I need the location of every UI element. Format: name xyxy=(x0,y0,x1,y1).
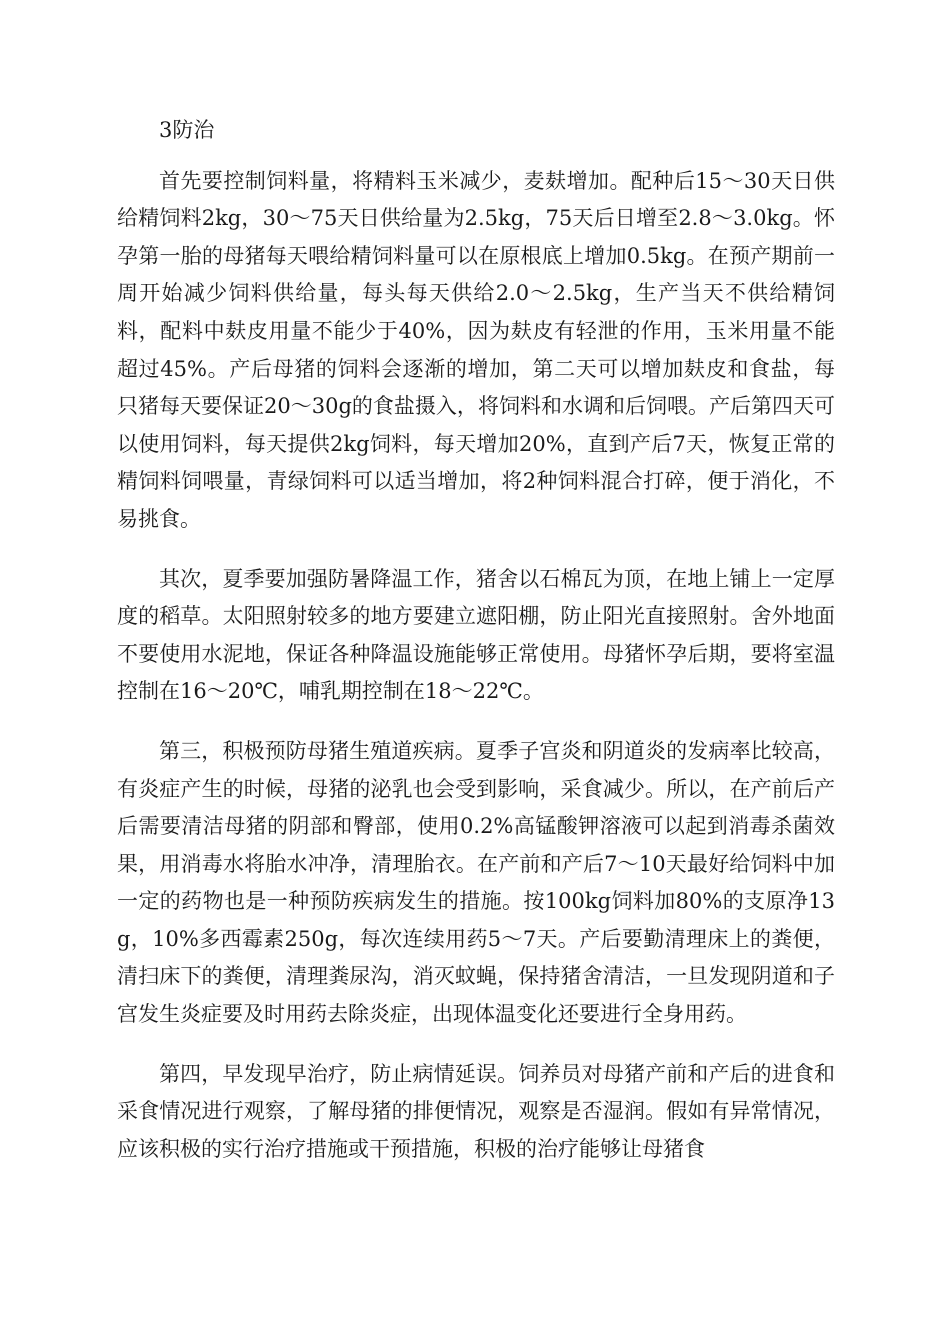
document-body xyxy=(117,112,835,1190)
paragraph-reproductive-disease: 第三，积极预防母猪生殖道疾病。夏季子宫炎和阴道炎的发病率比较高，有炎症产生的时候，母猪的泌乳也会受到影响，采食减少。所以，在产前后产后需要清洁母猪的阴部和臀部，使用0.2%高锰酸钾溶液可以起到消毒杀菌效果，用消毒水将胎水冲净，清理胎衣。在产前和产后7～10天最好给饲料中加一定的药物也是一种预防疾病发生的措施。按100kg饲料加80%的支原净13g，10%多西霉素250g，每次连续用药5～7天。产后要勤清理床上的粪便，清扫床下的粪便，清理粪尿沟，消灭蚊蝇，保持猪舍清洁，一旦发现阴道和子宫发生炎症要及时用药去除炎症，出现体温变化还要进行全身用药。 xyxy=(117,738,835,1027)
paragraph-early-treatment: 第四，早发现早治疗，防止病情延误。饲养员对母猪产前和产后的进食和采食情况进行观察，了解母猪的排便情况，观察是否湿润。假如有异常情况，应该积极的实行治疗措施或干预措施，积极的治疗能够让母猪食 xyxy=(117,1061,835,1161)
section-heading: 3防治 xyxy=(159,118,215,142)
paragraph-feed-control: 首先要控制饲料量，将精料玉米减少，麦麸增加。配种后15～30天日供给精饲料2kg，30～75天日供给量为2.5kg，75天后日增至2.8～3.0kg。怀孕第一胎的母猪每天喂给精饲料量可以在原根底上增加0.5kg。在预产期前一周开始减少饲料供给量，每头每天供给2.0～2.5kg，生产当天不供给精饲料，配料中麸皮用量不能少于40%，因为麸皮有轻泄的作用，玉米用量不能超过45%。产后母猪的饲料会逐渐的增加，第二天可以增加麸皮和食盐，每只猪每天要保证20～30g的食盐摄入，将饲料和水调和后饲喂。产后第四天可以使用饲料，每天提供2kg饲料，每天增加20%，直到产后7天，恢复正常的精饲料饲喂量，青绿饲料可以适当增加，将2种饲料混合打碎，便于消化，不易挑食。 xyxy=(117,168,835,531)
paragraph-summer-cooling: 其次，夏季要加强防暑降温工作，猪舍以石棉瓦为顶，在地上铺上一定厚度的稻草。太阳照射较多的地方要建立遮阳棚，防止阳光直接照射。舍外地面不要使用水泥地，保证各种降温设施能够正常使用。母猪怀孕后期，要将室温控制在16～20℃，哺乳期控制在18～22℃。 xyxy=(117,566,835,704)
